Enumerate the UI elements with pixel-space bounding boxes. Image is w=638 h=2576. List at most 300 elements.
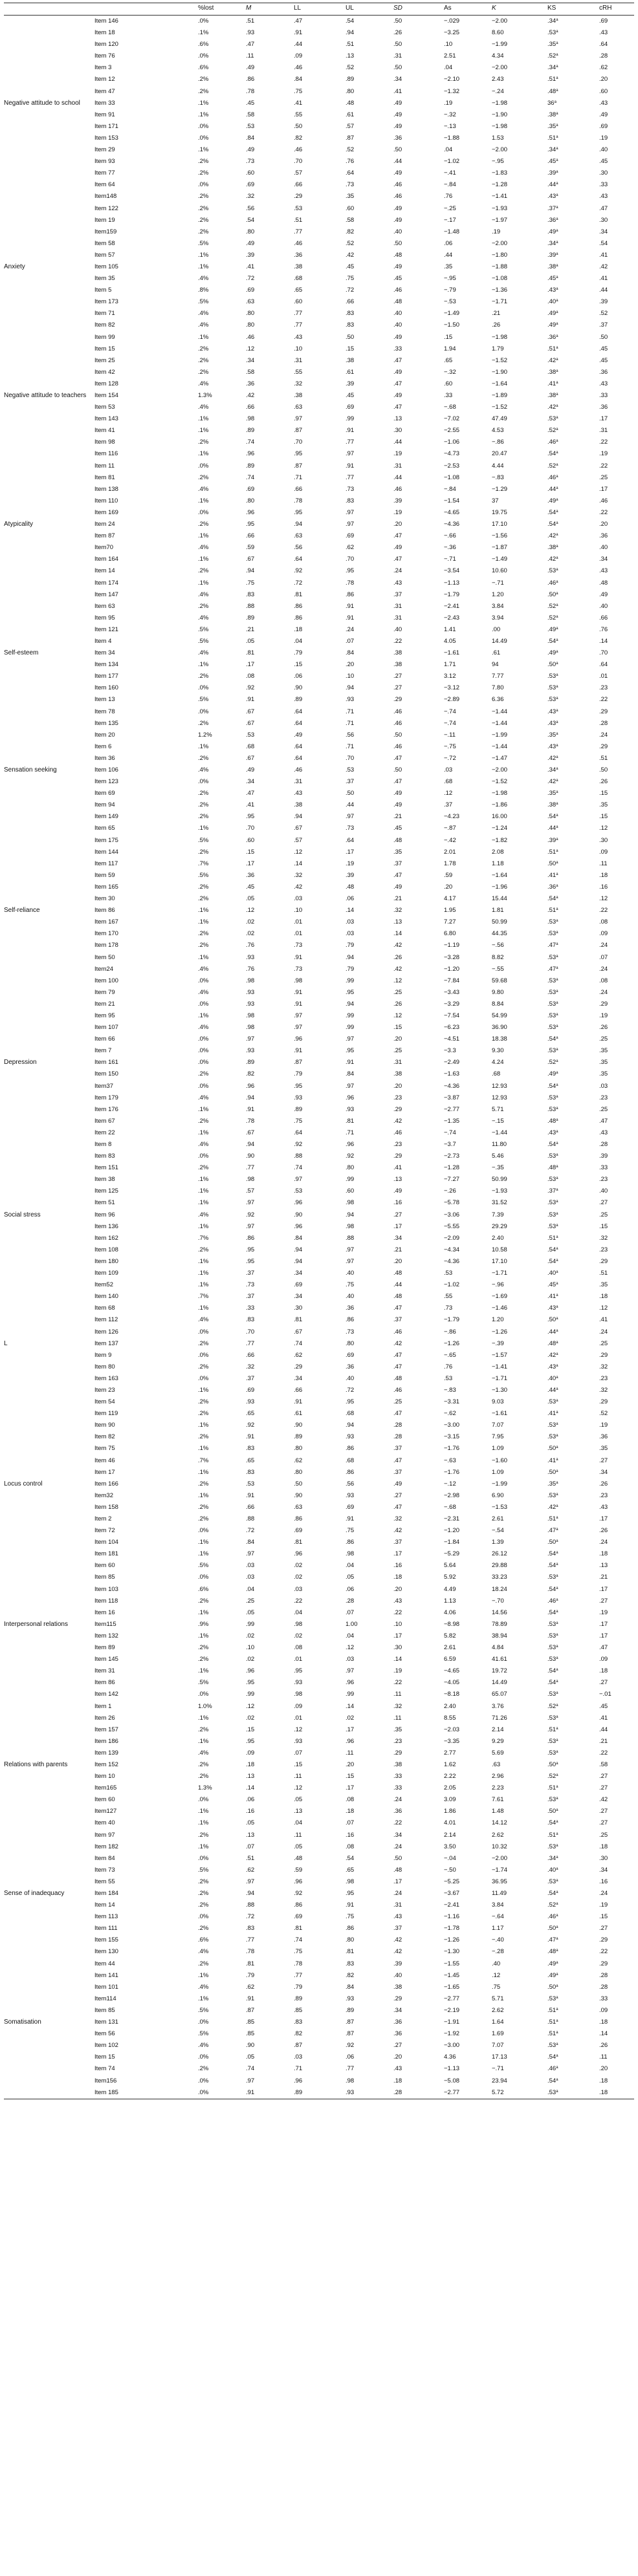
asymmetry-value: −1.63 [444, 1070, 460, 1078]
kurtosis-value: −1.99 [492, 1480, 508, 1488]
lower-limit-value: .01 [294, 1656, 303, 1663]
ks-value: .53 [547, 1176, 556, 1184]
scale-cell [4, 1654, 94, 1665]
table-row [4, 694, 634, 706]
lower-limit-value: .86 [294, 602, 303, 610]
ks-cell [547, 2051, 599, 2063]
ks-value: .34 [547, 766, 556, 774]
lower-limit-value: .87 [294, 2042, 303, 2050]
mean-value: .74 [246, 2065, 255, 2073]
lost-value: .5% [198, 625, 209, 633]
ks-cell [547, 1958, 599, 1970]
upper-limit-value: .99 [346, 1176, 355, 1184]
ks-cell [547, 250, 599, 261]
ks-cell [547, 1443, 599, 1455]
mean-value: .91 [246, 1105, 255, 1113]
asymmetry-value: −.95 [444, 275, 456, 283]
mean-value: .92 [246, 1422, 255, 1429]
item-label: Item 130 [94, 1948, 118, 1956]
lost-value: .2% [198, 1480, 209, 1488]
table-row [4, 1303, 634, 1314]
lost-value: .1% [198, 1257, 209, 1265]
kurtosis-value: −.28 [492, 1948, 504, 1956]
sd-value: .50 [393, 41, 402, 49]
lower-limit-value: .65 [294, 287, 303, 294]
item-label: Item 14 [94, 567, 115, 575]
item-label: Item 85 [94, 2006, 115, 2014]
crh-value: .51 [599, 1270, 608, 1277]
crh-value: .37 [599, 321, 608, 329]
lost-value: .4% [198, 988, 209, 996]
scale-cell [4, 1502, 94, 1513]
kurtosis-value: −1.53 [492, 1503, 508, 1511]
kurtosis-value: 1.39 [492, 1539, 504, 1546]
mean-value: .83 [246, 590, 255, 598]
table-row [4, 296, 634, 308]
upper-limit-value: .68 [346, 1456, 355, 1464]
upper-limit-value: .81 [346, 1948, 355, 1956]
upper-limit-value: .04 [346, 1562, 355, 1570]
sd-value: .48 [393, 1270, 402, 1277]
ks-cell [547, 940, 599, 951]
mean-value: .97 [246, 1222, 255, 1230]
ks-superscript: a [556, 451, 558, 455]
table-row [4, 1548, 634, 1560]
mean-value: .67 [246, 556, 255, 563]
scale-cell [4, 367, 94, 378]
table-row [4, 1361, 634, 1373]
ks-superscript: a [556, 1878, 558, 1883]
kurtosis-value: −.95 [492, 158, 504, 166]
ks-superscript: a [556, 1890, 558, 1894]
table-row [4, 238, 634, 250]
scale-cell [4, 460, 94, 472]
lower-limit-value: .75 [294, 87, 303, 95]
ks-cell [547, 355, 599, 367]
lower-limit-value: .81 [294, 590, 303, 598]
item-label: Item 40 [94, 1819, 115, 1827]
asymmetry-value: −3.29 [444, 1000, 460, 1008]
kurtosis-value: 2.14 [492, 1726, 504, 1733]
scale-cell [4, 589, 94, 601]
lower-limit-value: .14 [294, 860, 303, 867]
lower-limit-value: .03 [294, 1585, 303, 1593]
kurtosis-value: 15.44 [492, 895, 507, 903]
ks-superscript: a [556, 533, 558, 537]
kurtosis-value: −.39 [492, 1339, 504, 1347]
ks-value: .54 [547, 450, 556, 458]
ks-superscript: a [556, 697, 558, 701]
scale-cell [4, 1467, 94, 1478]
scale-name: Anxiety [4, 263, 25, 270]
upper-limit-value: .75 [346, 1527, 355, 1535]
ks-cell [547, 1759, 599, 1771]
kurtosis-value: 2.61 [492, 1515, 504, 1522]
mean-value: .46 [246, 333, 255, 341]
asymmetry-value: −1.26 [444, 1339, 460, 1347]
table-row [4, 1396, 634, 1408]
crh-value: .45 [599, 345, 608, 352]
mean-value: .62 [246, 1866, 255, 1874]
upper-limit-value: .87 [346, 134, 355, 142]
table-row [4, 1876, 634, 1888]
table-row [4, 1385, 634, 1396]
kurtosis-value: 14.12 [492, 1819, 507, 1827]
lower-limit-value: .06 [294, 673, 303, 680]
ks-superscript: a [556, 1024, 558, 1029]
item-label: Item 167 [94, 918, 118, 926]
asymmetry-value: −7.27 [444, 1176, 460, 1184]
ks-cell [547, 1701, 599, 1713]
ks-superscript: a [556, 825, 558, 830]
sd-value: .32 [393, 1515, 402, 1522]
lost-value: .2% [198, 1339, 209, 1347]
table-row [4, 1127, 634, 1139]
table-row [4, 1619, 634, 1630]
asymmetry-value: −7.84 [444, 977, 460, 984]
ks-value: .44 [547, 1386, 556, 1394]
mean-value: .04 [246, 1585, 255, 1593]
item-label: Item 135 [94, 719, 118, 727]
item-label: Item 30 [94, 895, 115, 903]
crh-value: .27 [599, 1199, 608, 1207]
kurtosis-value: −1.60 [492, 1456, 508, 1464]
kurtosis-value: 7.95 [492, 1433, 504, 1441]
scale-cell [4, 952, 94, 964]
ks-value: .50 [547, 1983, 556, 1991]
ks-cell [547, 2005, 599, 2017]
scale-cell [4, 1841, 94, 1853]
asymmetry-value: 1.95 [444, 907, 456, 915]
table-row [4, 1420, 634, 1431]
asymmetry-value: 1.94 [444, 345, 456, 352]
ks-superscript: a [556, 1340, 558, 1345]
lost-value: .1% [198, 1971, 209, 1979]
upper-limit-value: .84 [346, 1983, 355, 1991]
ks-value: .44 [547, 1328, 556, 1336]
ks-superscript: a [556, 205, 558, 210]
lost-value: .1% [198, 251, 209, 259]
lost-value: .2% [198, 1515, 209, 1522]
sd-value: .46 [393, 1129, 402, 1136]
asymmetry-value: −5.25 [444, 1878, 460, 1885]
lower-limit-value: .78 [294, 1960, 303, 1967]
scale-cell [4, 1127, 94, 1139]
lower-limit-value: .79 [294, 649, 303, 657]
ks-cell [547, 1654, 599, 1665]
kurtosis-value: −1.64 [492, 871, 508, 879]
mean-value: .05 [246, 1608, 255, 1616]
ks-cell [547, 1934, 599, 1946]
lost-value: .1% [198, 1187, 209, 1195]
scale-cell [4, 1548, 94, 1560]
mean-value: .84 [246, 134, 255, 142]
asymmetry-value: 1.86 [444, 1808, 456, 1815]
asymmetry-value: .15 [444, 333, 453, 341]
ks-value: .35 [547, 790, 556, 797]
mean-value: .97 [246, 1878, 255, 1885]
item-label: Item 86 [94, 907, 115, 915]
mean-value: .47 [246, 790, 255, 797]
kurtosis-value: −1.69 [492, 1293, 508, 1301]
sd-value: .27 [393, 673, 402, 680]
crh-value: .76 [599, 625, 608, 633]
table-row [4, 741, 634, 753]
ks-superscript: a [556, 88, 558, 92]
lost-value: .1% [198, 1222, 209, 1230]
kurtosis-value: 10.32 [492, 1843, 507, 1850]
mean-value: .89 [246, 427, 255, 435]
kurtosis-value: −1.88 [492, 263, 508, 270]
item-label: Item 176 [94, 1105, 118, 1113]
ks-superscript: a [556, 345, 558, 350]
ks-superscript: a [556, 1691, 558, 1696]
crh-value: .52 [599, 1410, 608, 1418]
sd-value: .37 [393, 1539, 402, 1546]
mean-value: .78 [246, 1117, 255, 1125]
ks-cell [547, 1584, 599, 1596]
item-label: Item 98 [94, 438, 115, 446]
ks-value: .44 [547, 485, 556, 493]
item-label: Item 107 [94, 1024, 118, 1032]
table-row [4, 319, 634, 331]
table-row [4, 1806, 634, 1817]
sd-value: .13 [393, 1176, 402, 1184]
mean-value: .21 [246, 625, 255, 633]
upper-limit-value: .58 [346, 216, 355, 224]
ks-cell [547, 999, 599, 1010]
table-row [4, 1677, 634, 1689]
crh-value: .12 [599, 825, 608, 832]
lower-limit-value: .87 [294, 1059, 303, 1066]
table-row [4, 1057, 634, 1068]
asymmetry-value: −7.02 [444, 415, 460, 423]
scale-cell [4, 1151, 94, 1162]
kurtosis-value: 6.90 [492, 1491, 504, 1499]
lost-value: .0% [198, 1374, 209, 1382]
ks-cell [547, 706, 599, 718]
sd-value: .31 [393, 52, 402, 60]
table-row [4, 448, 634, 460]
ks-value: .54 [547, 2053, 556, 2061]
mean-value: .60 [246, 836, 255, 844]
lower-limit-value: .01 [294, 918, 303, 926]
scale-name: Social stress [4, 1211, 41, 1218]
sd-value: .37 [393, 1468, 402, 1476]
ks-superscript: a [556, 135, 558, 139]
sd-value: .49 [393, 790, 402, 797]
lower-limit-value: .91 [294, 953, 303, 961]
scale-cell [4, 870, 94, 882]
lost-value: .1% [198, 146, 209, 154]
ks-cell [547, 1385, 599, 1396]
mean-value: .47 [246, 41, 255, 49]
asymmetry-value: −1.48 [444, 228, 460, 235]
sd-value: .27 [393, 1491, 402, 1499]
asymmetry-value: −2.31 [444, 1515, 460, 1522]
ks-cell [547, 589, 599, 601]
mean-value: .93 [246, 29, 255, 37]
sd-value: .39 [393, 1960, 402, 1967]
table-row [4, 2087, 634, 2099]
crh-value: .28 [599, 1971, 608, 1979]
item-label: Item 66 [94, 1035, 115, 1043]
crh-value: .27 [599, 1784, 608, 1792]
asymmetry-value: −.26 [444, 1187, 456, 1195]
lost-value: .2% [198, 216, 209, 224]
item-label: Item 169 [94, 508, 118, 516]
lower-limit-value: .29 [294, 1363, 303, 1370]
upper-limit-value: .56 [346, 1480, 355, 1488]
table-row [4, 952, 634, 964]
upper-limit-value: .44 [346, 801, 355, 809]
ks-superscript: a [556, 263, 558, 268]
scale-cell [4, 882, 94, 893]
lower-limit-value: .05 [294, 1843, 303, 1850]
asymmetry-value: .03 [444, 766, 453, 774]
lower-limit-value: .81 [294, 1925, 303, 1932]
upper-limit-value: .89 [346, 2006, 355, 2014]
kurtosis-value: −1.74 [492, 1866, 508, 1874]
crh-value: .22 [599, 438, 608, 446]
ks-value: .53 [547, 29, 556, 37]
item-label: Item 42 [94, 368, 115, 376]
lost-value: .2% [198, 1901, 209, 1909]
sd-value: .30 [393, 1644, 402, 1652]
lower-limit-value: .13 [294, 1808, 303, 1815]
upper-limit-value: .14 [346, 1702, 355, 1710]
item-label: Item 33 [94, 99, 115, 107]
asymmetry-value: −.50 [444, 1866, 456, 1874]
lower-limit-value: .12 [294, 848, 303, 856]
lost-value: .2% [198, 87, 209, 95]
mean-value: .97 [246, 1199, 255, 1207]
lost-value: .2% [198, 801, 209, 809]
upper-limit-value: .07 [346, 1608, 355, 1616]
scale-cell [4, 2005, 94, 2017]
header-lower-limit: LL [294, 3, 346, 16]
ks-value: .53 [547, 988, 556, 996]
ks-cell [547, 1233, 599, 1244]
ks-value: .36 [547, 333, 556, 341]
scale-cell [4, 168, 94, 179]
sd-value: .14 [393, 1656, 402, 1663]
ks-cell [547, 835, 599, 847]
kurtosis-value: −1.24 [492, 825, 508, 832]
crh-value: .30 [599, 836, 608, 844]
mean-value: .49 [246, 146, 255, 154]
header-crh: cRH [599, 3, 634, 16]
item-label: Item 110 [94, 497, 118, 504]
asymmetry-value: .10 [444, 41, 453, 49]
ks-value: .48 [547, 1117, 556, 1125]
crh-value: .29 [599, 1000, 608, 1008]
asymmetry-value: −.53 [444, 298, 456, 306]
ks-value: .50 [547, 1468, 556, 1476]
scale-cell [4, 1256, 94, 1268]
item-label: Item 79 [94, 988, 115, 996]
upper-limit-value: .75 [346, 275, 355, 283]
ks-superscript: a [556, 1188, 558, 1193]
ks-cell [547, 1350, 599, 1361]
lower-limit-value: .67 [294, 825, 303, 832]
ks-superscript: a [556, 1480, 558, 1485]
sd-value: .47 [393, 380, 402, 387]
lower-limit-value: .95 [294, 450, 303, 458]
asymmetry-value: −2.98 [444, 1491, 460, 1499]
ks-cell [547, 1794, 599, 1806]
lower-limit-value: .15 [294, 1760, 303, 1768]
kurtosis-value: 44.35 [492, 930, 507, 938]
lower-limit-value: .91 [294, 1047, 303, 1055]
kurtosis-value: −2.00 [492, 239, 508, 247]
upper-limit-value: .91 [346, 1515, 355, 1522]
mean-value: .95 [246, 1257, 255, 1265]
ks-value: .54 [547, 1035, 556, 1043]
upper-limit-value: .03 [346, 918, 355, 926]
ks-value: .54 [547, 1608, 556, 1616]
lost-value: .0% [198, 1691, 209, 1698]
table-row [4, 1010, 634, 1022]
item-label: Item 15 [94, 345, 115, 352]
table-row [4, 1993, 634, 2005]
lost-value: .4% [198, 1749, 209, 1757]
lower-limit-value: .78 [294, 497, 303, 504]
table-row [4, 730, 634, 741]
lost-value: .1% [198, 1105, 209, 1113]
lost-value: .0% [198, 1047, 209, 1055]
lower-limit-value: .72 [294, 579, 303, 587]
ks-value: .54 [547, 2077, 556, 2084]
crh-value: .47 [599, 1644, 608, 1652]
sd-value: .30 [393, 427, 402, 435]
sd-value: .40 [393, 625, 402, 633]
lost-value: .2% [198, 169, 209, 177]
upper-limit-value: .50 [346, 790, 355, 797]
item-label: Item 76 [94, 52, 115, 60]
lower-limit-value: .64 [294, 1129, 303, 1136]
scale-cell [4, 1326, 94, 1338]
upper-limit-value: .71 [346, 1129, 355, 1136]
ks-value: .49 [547, 649, 556, 657]
ks-cell [547, 1057, 599, 1068]
item-label: Item 166 [94, 1480, 118, 1488]
ks-value: .42 [547, 556, 556, 563]
item-label: Item 86 [94, 1679, 115, 1687]
scale-cell [4, 27, 94, 39]
kurtosis-value: −1.80 [492, 251, 508, 259]
crh-value: .26 [599, 2042, 608, 2050]
ks-value: .40 [547, 298, 556, 306]
asymmetry-value: −4.36 [444, 521, 460, 528]
scale-name: Negative attitude to school [4, 99, 80, 107]
ks-superscript: a [556, 1211, 558, 1216]
lost-value: 1.0% [198, 1702, 212, 1710]
table-row [4, 1946, 634, 1958]
upper-limit-value: .03 [346, 1656, 355, 1663]
item-label: Item 163 [94, 1374, 118, 1382]
upper-limit-value: .71 [346, 742, 355, 750]
ks-value: .53 [547, 918, 556, 926]
ks-superscript: a [554, 100, 556, 104]
ks-value: .38 [547, 368, 556, 376]
asymmetry-value: .68 [444, 778, 453, 786]
ks-superscript: a [556, 1176, 558, 1181]
ks-cell [547, 1525, 599, 1537]
mean-value: .16 [246, 1808, 255, 1815]
ks-superscript: a [556, 1036, 558, 1041]
crh-value: .41 [599, 251, 608, 259]
